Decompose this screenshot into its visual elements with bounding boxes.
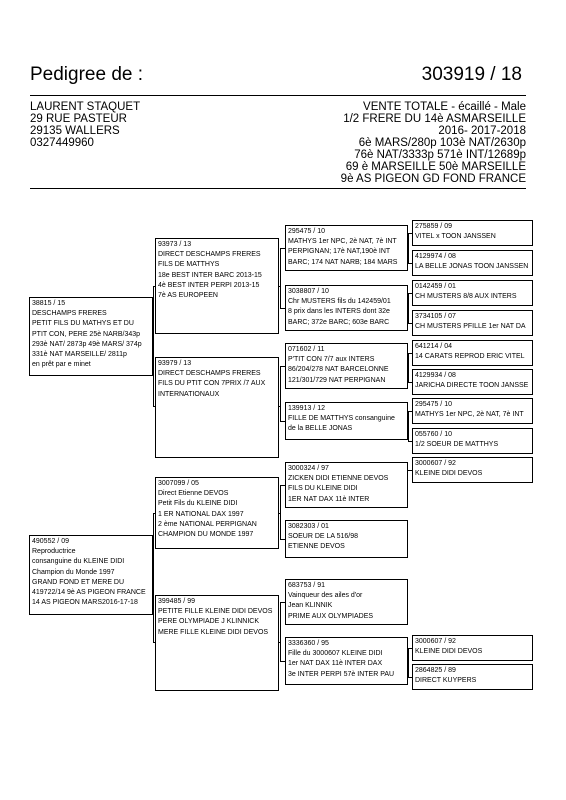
pedigree-line: BARC; 174 NAT NARB; 184 MARS [288, 258, 398, 266]
pedigree-line: Chr MUSTERS fils du 142459/01 [288, 298, 391, 306]
ring-number: 490552 / 09 [32, 538, 69, 545]
pedigree-line: MATHYS 1er NPC, 2è NAT, 7è INT [288, 238, 397, 246]
pedigree-box-g2 [412, 250, 533, 276]
connector-line [408, 648, 409, 678]
pedigree-box-dss [285, 462, 408, 508]
pedigree-line: KLEINE DIDI DEVOS [415, 648, 483, 656]
pedigree-line: 1er NAT DAX 11è INTER DAX [288, 660, 383, 668]
pedigree-line: JARICHA DIRECTE TOON JANSSE [415, 382, 529, 390]
pedigree-line: 2 ème NATIONAL PERPIGNAN [158, 520, 257, 528]
pigeon-ring-number: 303919 / 18 [421, 64, 522, 85]
connector-line [280, 485, 285, 486]
connector-line [408, 353, 412, 354]
pedigree-box-g3 [412, 280, 533, 306]
pedigree-line: P'TIT CON 7/7 aux INTERS [288, 356, 375, 364]
pedigree-line: PETITE FILLE KLEINE DIDI DEVOS [158, 608, 273, 616]
pedigree-box-sdd [285, 402, 408, 440]
ring-number: 3000607 / 92 [415, 638, 456, 645]
pedigree-line: VITEL x TOON JANSSEN [415, 233, 496, 241]
pedigree-line: consanguine du KLEINE DIDI [32, 558, 125, 566]
pedigree-line: 293è NAT/ 2873p 49è MARS/ 374p [32, 340, 142, 348]
pedigree-line: FILLE DE MATTHYS consanguine [288, 415, 395, 423]
pedigree-line: DIRECT KUYPERS [415, 677, 477, 685]
pedigree-line: Petit Fils du KLEINE DIDI [158, 500, 238, 508]
connector-line [408, 648, 412, 649]
ring-number: 4129934 / 08 [415, 372, 456, 379]
ring-number: 641214 / 04 [415, 343, 452, 350]
connector-line [280, 248, 281, 309]
connector-line [408, 411, 412, 412]
connector-line [280, 661, 285, 662]
ring-number: 4129974 / 08 [415, 253, 456, 260]
pedigree-box-g4 [412, 310, 533, 336]
info-line: 9è AS PIGEON GD FOND FRANCE [340, 173, 526, 185]
connector-line [408, 293, 409, 324]
pedigree-box-dam-sire [155, 477, 279, 549]
pedigree-line: Direct Etienne DEVOS [158, 490, 229, 498]
ring-number: 3038807 / 10 [288, 288, 329, 295]
owner-phone: 0327449960 [30, 137, 94, 149]
pedigree-line: Vainqueur des ailes d'or [288, 592, 363, 600]
connector-line [280, 366, 285, 367]
pedigree-line: ETIENNE DEVOS [288, 543, 345, 551]
pedigree-line: INTERNATIONAUX [158, 390, 220, 398]
pedigree-line: 14 CARATS REPROD ERIC VITEL [415, 353, 525, 361]
pedigree-line: ZICKEN DIDI ETIENNE DEVOS [288, 475, 389, 483]
owner-city: 29135 WALLERS [30, 125, 120, 137]
page-title: Pedigree de : [30, 64, 144, 85]
pedigree-box-ddd [285, 637, 408, 685]
info-line: 1/2 FRERE DU 14è ASMARSEILLE [343, 113, 526, 125]
connector-line [408, 411, 409, 442]
connector-line [279, 406, 281, 407]
pedigree-line: 1 ER NATIONAL DAX 1997 [158, 510, 244, 518]
pedigree-box-dsd [285, 520, 408, 558]
pedigree-line: PRIME AUX OLYMPIADES [288, 612, 374, 620]
pedigree-box-g5 [412, 340, 533, 366]
ring-number: 3000607 / 92 [415, 460, 456, 467]
pedigree-box-sire-dam [155, 357, 279, 458]
ring-number: 3007099 / 05 [158, 480, 199, 487]
pedigree-line: DIRECT DESCHAMPS FRERES [158, 251, 261, 259]
ring-number: 93973 / 13 [158, 241, 192, 248]
pedigree-line: MERE FILLE KLEINE DIDI DEVOS [158, 628, 269, 636]
connector-line [408, 353, 409, 383]
connector-line [408, 293, 412, 294]
pedigree-box-sds [285, 343, 408, 389]
owner-street: 29 RUE PASTEUR [30, 113, 127, 125]
connector-line [153, 286, 154, 407]
pedigree-line: 18e BEST INTER BARC 2013-15 [158, 271, 262, 279]
info-line: 2016- 2017-2018 [438, 125, 526, 137]
pedigree-line: CH MUSTERS PFILLE 1er NAT DA [415, 323, 526, 331]
pedigree-line: 4è BEST INTER PERPI 2013-15 [158, 281, 260, 289]
connector-line [153, 642, 156, 643]
pedigree-line: 121/301/729 NAT PERPIGNAN [288, 376, 386, 384]
pedigree-box-dds [285, 579, 408, 625]
pedigree-line: 3e INTER PERPI 57è INTER PAU [288, 670, 395, 678]
pedigree-box-sire [29, 297, 153, 376]
info-divider [30, 188, 526, 189]
ring-number: 3336360 / 95 [288, 640, 329, 647]
info-line: VENTE TOTALE - écaillé - Male [363, 101, 526, 113]
pedigree-line: 7è AS EUROPEEN [158, 292, 218, 300]
connector-line [408, 470, 412, 471]
connector-line [280, 366, 281, 422]
pedigree-box-g14 [412, 664, 533, 690]
connector-line [153, 406, 156, 407]
ring-number: 3000324 / 97 [288, 465, 329, 472]
pedigree-line: 14 AS PIGEON MARS2016-17-18 [32, 599, 138, 607]
pedigree-line: Jean KLINNIK [288, 602, 333, 610]
connector-line [408, 441, 412, 442]
ring-number: 93979 / 13 [158, 360, 192, 367]
pedigree-box-g9 [412, 457, 533, 483]
pigeon-info-block [341, 101, 526, 185]
connector-line [280, 421, 285, 422]
pedigree-box-g6 [412, 369, 533, 395]
pedigree-line: Reproductrice [32, 548, 76, 556]
connector-line [279, 513, 281, 514]
connector-line [153, 513, 156, 514]
pedigree-line: GRAND FOND ET MERE DU [32, 578, 125, 586]
pedigree-line: 8 prix dans les INTERS dont 32e [288, 308, 390, 316]
pedigree-line: PTIT CON, PERE 25è NARB/343p [32, 330, 141, 338]
pedigree-line: FILS DU KLEINE DIDI [288, 485, 358, 493]
pedigree-box-ssd [285, 285, 408, 331]
connector-line [408, 323, 412, 324]
ring-number: 3082303 / 01 [288, 523, 329, 530]
connector-line [408, 263, 412, 264]
pedigree-line: DESCHAMPS FRERES [32, 310, 107, 318]
connector-line [153, 286, 156, 287]
pedigree-line: FILS DU PTIT CON 7PRIX /7 AUX [158, 380, 266, 388]
pedigree-line: LA BELLE JONAS TOON JANSSEN [415, 263, 529, 271]
pedigree-line: DIRECT DESCHAMPS FRERES [158, 370, 261, 378]
connector-line [408, 233, 409, 264]
pedigree-line: BARC; 372e BARC; 603e BARC [288, 318, 390, 326]
pedigree-box-sss [285, 225, 408, 271]
ring-number: 2864825 / 89 [415, 667, 456, 674]
pedigree-line: de la BELLE JONAS [288, 425, 353, 433]
connector-line [408, 677, 412, 678]
pedigree-line: 1ER NAT DAX 11è INTER [288, 495, 370, 503]
connector-line [408, 382, 412, 383]
info-line: 69 è MARSEILLE 50è MARSEILLE [345, 161, 526, 173]
ring-number: 055760 / 10 [415, 431, 452, 438]
pedigree-box-g8 [412, 428, 533, 454]
ring-number: 3734105 / 07 [415, 313, 456, 320]
ring-number: 399485 / 99 [158, 598, 195, 605]
info-line: 6è MARS/280p 103è NAT/2630p [358, 137, 526, 149]
pedigree-line: FILS DE MATTHYS [158, 261, 220, 269]
owner-name: LAURENT STAQUET [30, 101, 141, 113]
connector-line [408, 233, 412, 234]
pedigree-line: CH MUSTERS 8/8 AUX INTERS [415, 293, 517, 301]
connector-line [280, 248, 285, 249]
pedigree-line: PETIT FILS DU MATHYS ET DU [32, 320, 134, 328]
pedigree-box-g7 [412, 398, 533, 424]
pedigree-line: CHAMPION DU MONDE 1997 [158, 531, 254, 539]
ring-number: 38815 / 15 [32, 300, 66, 307]
pedigree-line: 419722/14 9è AS PIGEON FRANCE [32, 589, 146, 597]
pedigree-line: PERE OLYMPIADE J KLINNICK [158, 618, 260, 626]
pedigree-line: KLEINE DIDI DEVOS [415, 470, 483, 478]
header-divider [30, 95, 526, 96]
pedigree-line: MATHYS 1er NPC, 2è NAT, 7è INT [415, 411, 524, 419]
connector-line [280, 308, 285, 309]
ring-number: 139913 / 12 [288, 405, 325, 412]
pedigree-line: Fille du 3000607 KLEINE DIDI [288, 650, 383, 658]
ring-number: 0142459 / 01 [415, 283, 456, 290]
pedigree-line: Champion du Monde 1997 [32, 568, 115, 576]
pedigree-line: en prêt par e minet [32, 361, 91, 369]
pedigree-line: PERPIGNAN; 17è NAT,190è INT [288, 248, 391, 256]
connector-line [279, 642, 281, 643]
pedigree-box-g1 [412, 220, 533, 246]
connector-line [280, 602, 285, 603]
connector-line [153, 513, 154, 643]
connector-line [280, 539, 285, 540]
ring-number: 275859 / 09 [415, 223, 452, 230]
pedigree-box-dam [29, 535, 153, 615]
ring-number: 683753 / 91 [288, 582, 325, 589]
ring-number: 071602 / 11 [288, 346, 325, 353]
ring-number: 295475 / 10 [288, 228, 325, 235]
pedigree-line: 1/2 SOEUR DE MATTHYS [415, 441, 499, 449]
pedigree-box-dam-dam [155, 595, 279, 691]
connector-line [280, 602, 281, 662]
info-line: 76è NAT/3333p 571è INT/12689p [354, 149, 526, 161]
owner-block [30, 101, 140, 149]
ring-number: 295475 / 10 [415, 401, 452, 408]
pedigree-box-g13 [412, 635, 533, 661]
pedigree-line: SOEUR DE LA 516/98 [288, 533, 359, 541]
connector-line [279, 286, 281, 287]
pedigree-line: 86/204/278 NAT BARCELONNE [288, 366, 389, 374]
pedigree-line: 331è NAT MARSEILLE/ 2811p [32, 351, 127, 359]
pedigree-box-sire-sire [155, 238, 279, 334]
